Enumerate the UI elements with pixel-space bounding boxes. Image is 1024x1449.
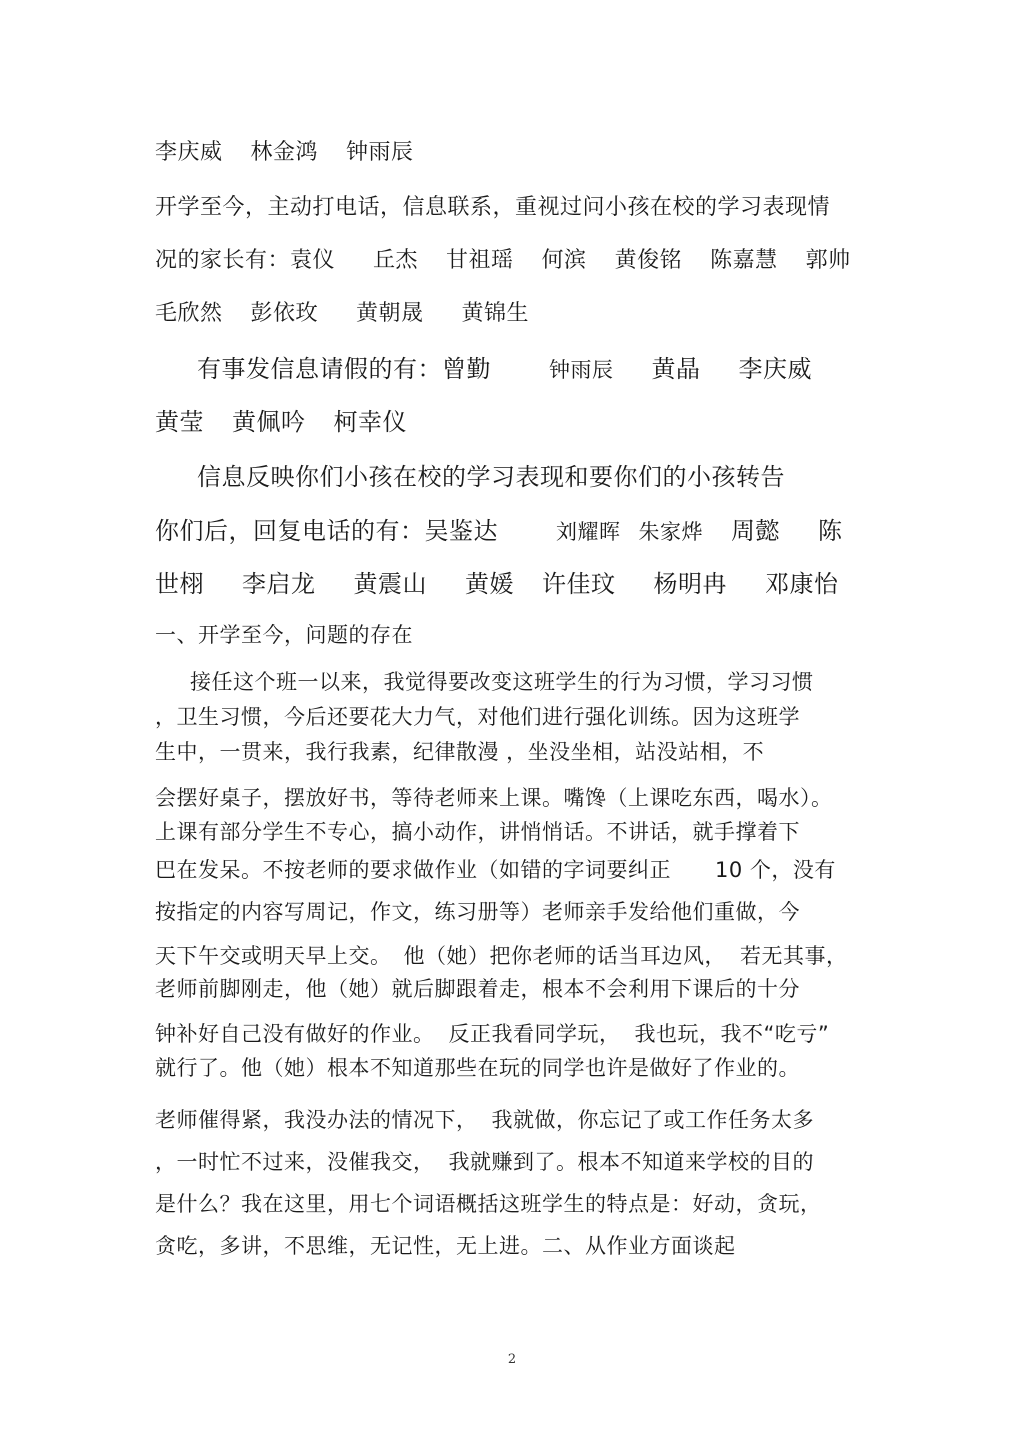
- paragraph-line: [190, 672, 814, 693]
- paragraph-line: [155, 1058, 800, 1079]
- text-segment: 刘耀晖: [556, 520, 621, 544]
- text-segment: 钟雨辰: [549, 358, 614, 382]
- text-segment: 陈嘉慧: [710, 248, 778, 273]
- text-segment: 李庆威: [738, 355, 812, 383]
- paragraph-line: [155, 1236, 736, 1257]
- text-segment: 开学至今，主动打电话，信息联系，重视过问小孩在校的学习表现情: [155, 195, 831, 220]
- text-segment: 甘祖瑶: [446, 248, 514, 273]
- section-heading: [155, 625, 413, 646]
- text-segment: 黄媛: [465, 570, 514, 598]
- text-segment: 巴在发呆。不按老师的要求做作业（如错的字词要纠正: [155, 858, 671, 882]
- paragraph-line: [155, 410, 407, 434]
- text-segment: 信息反映你们小孩在校的学习表现和要你们的小孩转告: [197, 463, 785, 491]
- text-segment: 彭依玫: [250, 301, 319, 326]
- text-segment: 李庆威: [155, 140, 223, 165]
- text-segment: 周懿: [731, 517, 780, 545]
- text-segment: 上课有部分学生不专心，搞小动作，讲悄悄话。不讲话，就手撑着下: [155, 820, 800, 844]
- text-segment: 钟雨辰: [346, 140, 414, 165]
- paragraph-line: [155, 788, 833, 809]
- paragraph-line: [155, 519, 843, 543]
- text-segment: 是什么？我在这里，用七个词语概括这班学生的特点是：好动，贪玩，: [155, 1192, 822, 1216]
- paragraph-line: [155, 822, 800, 843]
- paragraph-line: [155, 303, 529, 325]
- text-segment: 杨明冉: [653, 570, 727, 598]
- paragraph-line: [155, 1024, 829, 1045]
- paragraph-line: [155, 860, 836, 881]
- text-segment: 郭帅: [805, 248, 851, 273]
- paragraph-line: [155, 979, 800, 1000]
- text-segment: 我也玩，我不“吃亏”: [634, 1022, 830, 1046]
- text-segment: 我就做，你忘记了或工作任务太多: [491, 1108, 814, 1132]
- text-segment: 黄莹: [155, 408, 204, 436]
- text-segment: 我就赚到了。根本不知道来学校的目的: [448, 1150, 814, 1174]
- paragraph-line: [155, 946, 848, 967]
- text-segment: 黄朝晟: [356, 301, 424, 326]
- paragraph-line: [197, 465, 785, 489]
- text-segment: 黄俊铭: [614, 248, 683, 273]
- text-segment: ，卫生习惯，今后还要花大力气，对他们进行强化训练。因为这班学: [155, 705, 800, 729]
- text-segment: 黄晶: [651, 355, 701, 383]
- text-segment: 何滨: [541, 248, 587, 273]
- text-segment: 黄锦生: [461, 301, 530, 326]
- text-segment: 天下午交或明天早上交。: [155, 944, 392, 968]
- text-segment: 老师前脚刚走，他（她）就后脚跟着走，根本不会利用下课后的十分: [155, 977, 800, 1001]
- text-segment: 贪吃，多讲，不思维，无记性，无上进。二、从作业方面谈起: [155, 1234, 736, 1258]
- paragraph-line: [155, 1110, 814, 1131]
- text-segment: 钟补好自己没有做好的作业。: [155, 1022, 435, 1046]
- text-segment: 一、开学至今，问题的存在: [155, 623, 413, 647]
- text-segment: 朱家烨: [638, 520, 703, 544]
- paragraph-line: [155, 572, 839, 596]
- text-segment: 许佳玟: [542, 570, 616, 598]
- text-segment: 林金鸿: [250, 140, 319, 165]
- text-segment: 邓康怡: [765, 570, 839, 598]
- paragraph-line: [197, 357, 812, 381]
- text-segment: 会摆好桌子，摆放好书，等待老师来上课。嘴馋（上课吃东西，喝水）。: [155, 786, 833, 810]
- text-segment: 陈: [818, 517, 843, 545]
- text-segment: 毛欣然: [155, 301, 223, 326]
- text-segment: 若无其事，: [740, 944, 848, 968]
- paragraph-line: [155, 742, 764, 763]
- paragraph-line: [155, 250, 851, 272]
- paragraph-line: [155, 1194, 822, 1215]
- text-segment: 反正我看同学玩，: [448, 1022, 621, 1046]
- text-segment: 世栩: [155, 570, 204, 598]
- text-segment: 有事发信息请假的有：曾勤: [197, 355, 491, 383]
- text-segment: ，一时忙不过来，没催我交，: [155, 1150, 435, 1174]
- text-segment: 他（她）把你老师的话当耳边风，: [403, 944, 726, 968]
- text-segment: 就行了。他（她）根本不知道那些在玩的同学也许是做好了作业的。: [155, 1056, 800, 1080]
- name-list-line-1: [155, 142, 414, 164]
- paragraph-line: [155, 1152, 814, 1173]
- text-segment: 生中，一贯来，我行我素，纪律散漫 ，坐没坐相，站没站相，不: [155, 740, 765, 764]
- text-segment: 丘杰: [373, 248, 419, 273]
- text-segment: 况的家长有：袁仪: [155, 248, 336, 273]
- text-segment: 10 个，没有: [715, 858, 836, 882]
- text-segment: 李启龙: [242, 570, 316, 598]
- page-number: 2: [507, 1352, 517, 1367]
- paragraph-line: [155, 197, 830, 219]
- text-segment: 黄震山: [353, 570, 427, 598]
- text-segment: 你们后，回复电话的有：吴鉴达: [155, 517, 498, 545]
- paragraph-line: [155, 902, 800, 923]
- text-segment: 黄佩吟: [232, 408, 306, 436]
- paragraph-line: [155, 707, 800, 728]
- text-segment: 接任这个班一以来，我觉得要改变这班学生的行为习惯，学习习惯: [190, 670, 814, 694]
- text-segment: 按指定的内容写周记，作文，练习册等）老师亲手发给他们重做，今: [155, 900, 800, 924]
- text-segment: 柯幸仪: [333, 408, 407, 436]
- text-segment: 老师催得紧，我没办法的情况下，: [155, 1108, 478, 1132]
